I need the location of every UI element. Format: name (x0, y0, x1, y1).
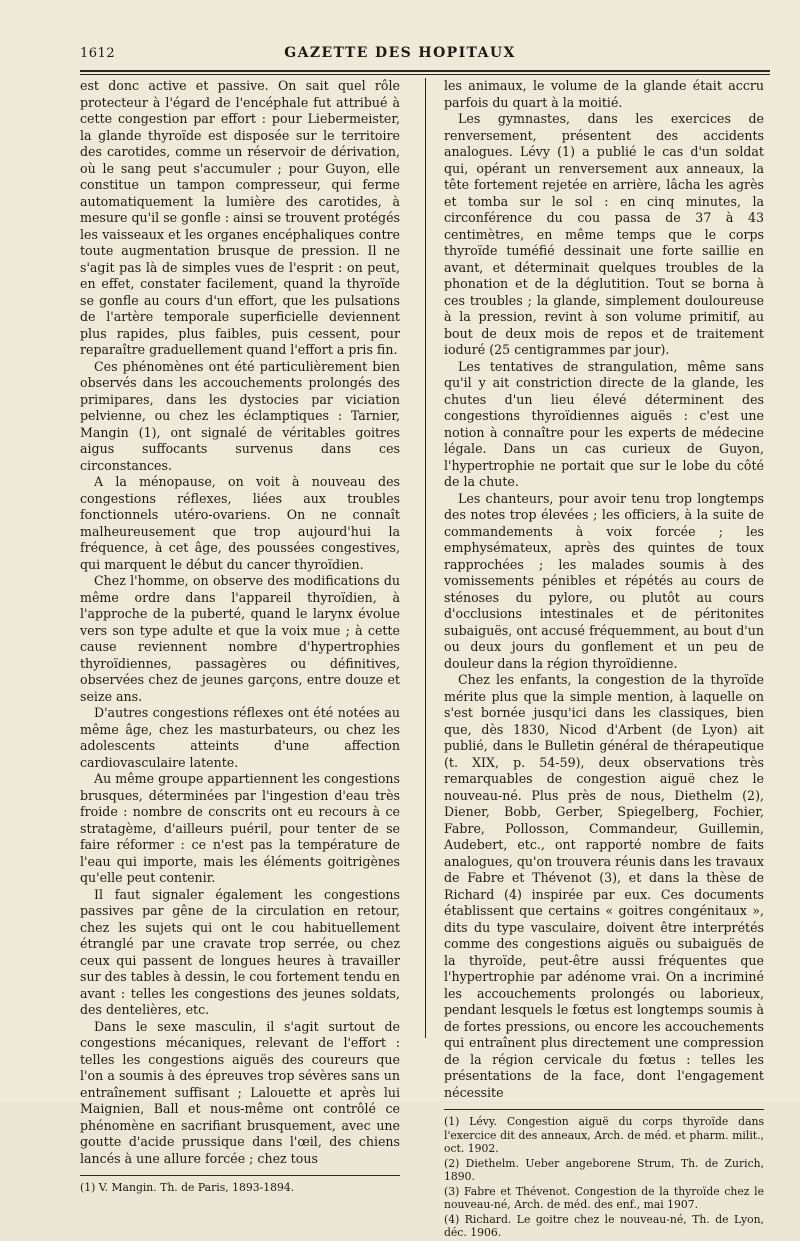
footnote: (1) Lévy. Congestion aiguë du corps thyroïde dans l'exercice dit des anneaux, Arch. de méd. et pharm. milit., oct. 1902. (444, 1115, 764, 1155)
paragraph: Il faut signaler également les congestions passives par gêne de la circulation en retour, chez les sujets qui ont le cou habituellement étranglé par une cravate trop serrée, ou chez ceux qui passent de longues heures à travailler sur des tables à dessin, le cou fortement tendu en avant : telles les congestions des jeunes soldats, des dentelières, etc. (80, 886, 400, 1017)
footnote: (3) Fabre et Thévenot. Congestion de la thyroïde chez le nouveau-né, Arch. de méd. des enf., mai 1907. (444, 1184, 764, 1211)
footnote-rule (444, 1109, 764, 1110)
footnote: (4) Richard. Le goitre chez le nouveau-né, Th. de Lyon, déc. 1906. (444, 1212, 764, 1239)
paragraph: les animaux, le volume de la glande était accru parfois du quart à la moitié. (444, 78, 764, 110)
paragraph: D'autres congestions réflexes ont été notées au même âge, chez les masturbateurs, ou chez les adolescents atteints d'une affection cardiovasculaire latente. (80, 705, 400, 770)
paragraph: Chez l'homme, on observe des modifications du même ordre dans l'appareil thyroïdien, à l'approche de la puberté, quand le larynx évolue vers son type adulte et que la voix mue ; à cette cause reviennent nombre d'hypertrophies thyroïdiennes, passagères ou définitives, observées chez de jeunes garçons, entre douze et seize ans. (80, 573, 400, 704)
footnote: (1) V. Mangin. Th. de Paris, 1893-1894. (80, 1181, 295, 1194)
paragraph: est donc active et passive. On sait quel rôle protecteur à l'égard de l'encéphale fut attribué à cette congestion par effort : pour Liebermeister, la glande thyroïde est disposée sur le territoire des carotides, comme un réservoir de dérivation, où le sang peut s'accumuler ; pour Guyon, elle constitue un tampon compresseur, qui ferme automatiquement la lumière des carotides, à mesure qu'il se gonfle : ainsi se trouvent protégés les vaisseaux et les organes encéphaliques contre toute augmentation brusque de pression. Il ne s'agit pas là de simples vues de l'esprit : on peut, en effet, constater facilement, quand la thyroïde se gonfle au cours d'un effort, que les pulsations de l'artère temporale superficielle deviennent plus rapides, plus faibles, puis cessent, pour reparaître graduellement quand l'effort a pris fin. (80, 78, 400, 357)
paragraph: Ces phénomènes ont été particulièrement bien observés dans les accouchements prolongés des primipares, dans les dystocies par viciation pelvienne, ou chez les éclamptiques : Tarnier, Mangin (1), ont signalé de véritables goitres aigus suffocants survenus dans ces circonstances. (80, 358, 400, 473)
left-column (80, 78, 400, 1196)
paragraph: Les gymnastes, dans les exercices de renversement, présentent des accidents analogues. Lévy (1) a publié le cas d'un soldat qui, opérant un renversement aux anneaux, la tête fortement rejetée en arrière, lâcha les agrès et tomba sur le sol : en cinq minutes, la circonférence du cou passa de 37 à 43 centimètres, en même temps que le corps thyroïde tuméfié dessinait une forte saillie en avant, et déterminait quelques troubles de la phonation et de la déglutition. Tout se borna à ces troubles ; la glande, simplement douloureuse à la pression, revint à son volume primitif, au bout de deux mois de repos et de traitement ioduré (25 centigrammes par jour). (444, 111, 764, 357)
column-divider (425, 78, 426, 1038)
footnote-rule (80, 1175, 400, 1176)
header-rule (80, 70, 770, 75)
paragraph: Les chanteurs, pour avoir tenu trop longtemps des notes trop élevées ; les officiers, à la suite de commandements à voix forcée ; les emphysémateux, après des quintes de toux rapprochées ; les malades soumis à des vomissements pénibles et répétés au cours de sténoses du pylore, ou plutôt au cours d'occlusions intestinales et de péritonites subaiguës, ont accusé fréquemment, au bout d'un ou deux jours du gonflement et un peu de douleur dans la région thyroïdienne. (444, 490, 764, 671)
page-number: 1612 (80, 46, 116, 61)
right-column (444, 78, 764, 1241)
footnote: (2) Diethelm. Ueber angeborene Strum, Th. de Zurich, 1890. (444, 1156, 764, 1183)
paragraph: Au même groupe appartiennent les congestions brusques, déterminées par l'ingestion d'eau très froide : nombre de conscrits ont eu recours à ce stratagème, d'ailleurs puéril, pour tenter de se faire réformer : ce n'est pas la température de l'eau qui importe, mais les éléments goitrigènes qu'elle peut contenir. (80, 771, 400, 885)
paragraph: Dans le sexe masculin, il s'agit surtout de congestions mécaniques, relevant de l'effort : telles les congestions aiguës des coureurs que l'on a soumis à des épreuves trop sévères sans un entraînement suffisant ; Lalouette et après lui Maignien, Ball et nous-même ont contrôlé ce phénomène en sacrifiant brusquement, avec une goutte d'acide prussique dans l'œil, des chiens lancés à une allure forcée ; chez tous (80, 1018, 400, 1166)
running-title: GAZETTE DES HOPITAUX (284, 45, 516, 61)
paragraph: Chez les enfants, la congestion de la thyroïde mérite plus que la simple mention, à laquelle on s'est bornée jusqu'ici dans les classiques, bien que, dès 1830, Nicod d'Arbent (de Lyon) ait publié, dans le Bulletin général de thérapeutique (t. XIX, p. 54-59), deux observations très remarquables de congestion aiguë chez le nouveau-né. Plus près de nous, Diethelm (2), Diener, Bobb, Gerber, Spiegelberg, Fochier, Fabre, Pollosson, Commandeur, Guillemin, Audebert, etc., ont rapporté nombre de faits analogues, qu'on trouvera réunis dans les travaux de Fabre et Thévenot (3), et dans la thèse de Richard (4) inspirée par eux. Ces documents établissent que certains « goitres congénitaux », dits du type vasculaire, doivent être interprétés comme des congestions aiguës ou subaiguës de la thyroïde, peut-être aussi fréquentes que l'hypertrophie par adénome vrai. On a incriminé les accouchements prolongés ou laborieux, pendant lesquels le fœtus est longtemps soumis à de fortes pressions, ou encore les accouchements qui entraînent plus directement une compression de la région cervicale du fœtus : telles les présentations de la face, dont l'engagement nécessite (444, 672, 764, 1100)
paragraph: A la ménopause, on voit à nouveau des congestions réflexes, liées aux troubles fonctionnels utéro-ovariens. On ne connaît malheureusement que trop aujourd'hui la fréquence, à cet âge, des poussées congestives, qui marquent le début du cancer thyroïdien. (80, 474, 400, 572)
paragraph: Les tentatives de strangulation, même sans qu'il y ait constriction directe de la glande, les chutes d'un lieu élevé déterminent des congestions thyroïdiennes aiguës : c'est une notion à connaître pour les experts de médecine légale. Dans un cas curieux de Guyon, l'hypertrophie ne portait que sur le lobe du côté de la chute. (444, 358, 764, 489)
page-header (0, 38, 800, 62)
